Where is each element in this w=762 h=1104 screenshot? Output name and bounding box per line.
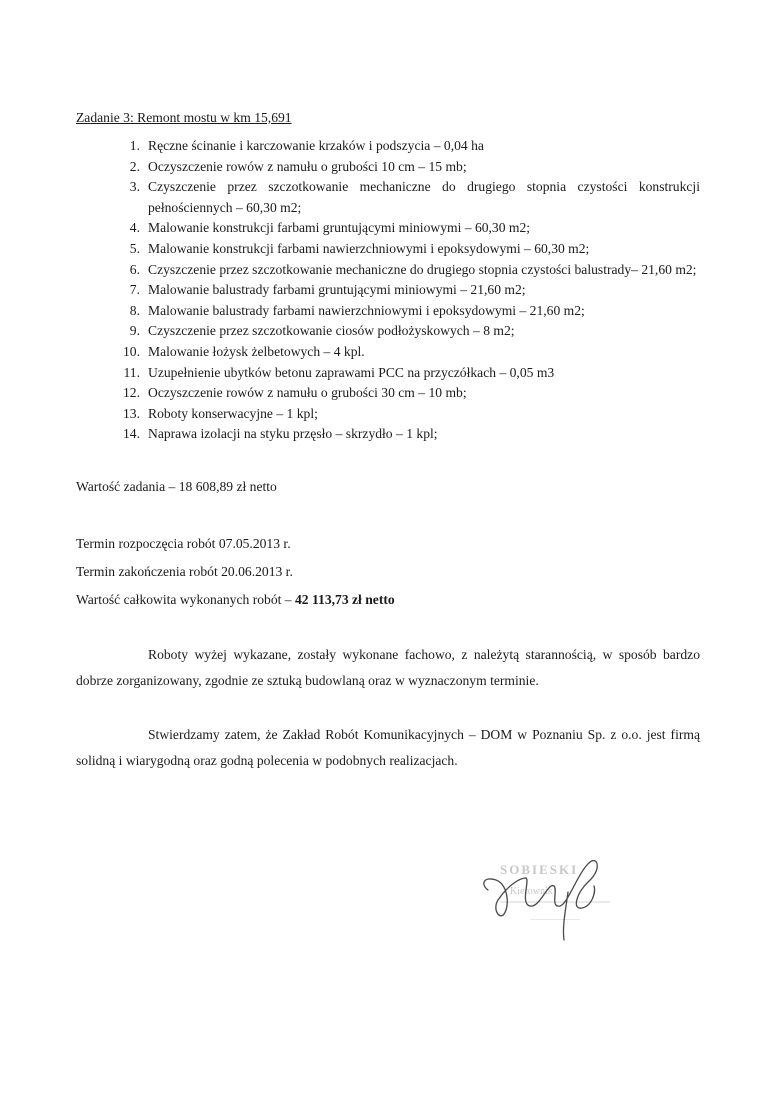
item-number: 3. <box>129 179 140 195</box>
task-item <box>0 239 762 260</box>
item-text: Czyszczenie przez szczotkowanie mechaniczne do drugiego stopnia czystości balustrady– 21,60 m2; <box>148 261 697 277</box>
item-number: 13. <box>123 405 140 421</box>
item-number: 7. <box>129 282 140 298</box>
item-number: 11. <box>123 364 140 380</box>
start-date-line: Termin rozpoczęcia robót 07.05.2013 r. <box>76 536 291 551</box>
item-number: 10. <box>123 343 140 359</box>
task-item <box>0 136 762 157</box>
item-number: 8. <box>129 302 140 318</box>
item-number: 1. <box>129 138 140 153</box>
end-date-line: Termin zakończenia robót 20.06.2013 r. <box>76 564 293 579</box>
item-text: Czyszczenie przez szczotkowanie mechaniczne do drugiego stopnia czystości konstrukcji pełnościennych – 60,30 m2; <box>148 179 700 215</box>
signature-stamp <box>470 848 640 948</box>
task-value: Wartość zadania – 18 608,89 zł netto <box>76 479 277 494</box>
task-item <box>0 177 762 218</box>
item-number: 4. <box>129 220 140 236</box>
item-text: Ręczne ścinanie i karczowanie krzaków i podszycia – 0,04 ha <box>148 138 484 153</box>
task-list <box>0 136 762 445</box>
stamp-text-line: ......................... <box>530 913 580 922</box>
item-number: 5. <box>129 240 140 256</box>
item-text: Malowanie balustrady farbami nawierzchniowymi i epoksydowymi – 21,60 m2; <box>148 302 585 318</box>
task-item <box>0 157 762 178</box>
total-value-label: Wartość całkowita wykonanych robót – <box>76 592 295 607</box>
task-item <box>0 363 762 384</box>
task-item <box>0 321 762 342</box>
task-item <box>0 260 762 281</box>
item-number: 14. <box>123 426 140 442</box>
item-text: Roboty konserwacyjne – 1 kpl; <box>148 405 318 421</box>
recommendation-paragraph-text: Stwierdzamy zatem, że Zakład Robót Komunikacyjnych – DOM w Poznaniu Sp. z o.o. jest firmą solidną i wiarygodną oraz godną polecenia w podobnych realizacjach. <box>76 727 700 769</box>
task-item <box>0 404 762 425</box>
item-text: Oczyszczenie rowów z namułu o grubości 30 cm – 10 mb; <box>148 385 467 401</box>
item-text: Czyszczenie przez szczotkowanie ciosów podłożyskowych – 8 m2; <box>148 323 515 339</box>
item-number: 2. <box>129 158 140 174</box>
item-text: Malowanie konstrukcji farbami gruntującymi miniowymi – 60,30 m2; <box>148 220 531 236</box>
item-text: Uzupełnienie ubytków betonu zaprawami PCC na przyczółkach – 0,05 m3 <box>148 364 555 380</box>
item-text: Oczyszczenie rowów z namułu o grubości 10 cm – 15 mb; <box>148 158 467 174</box>
recommendation-paragraph <box>76 722 700 775</box>
stamp-text-line: SOBIESKI <box>500 862 579 877</box>
item-number: 12. <box>123 385 140 401</box>
task-item <box>0 301 762 322</box>
total-value-amount: 42 113,73 zł netto <box>295 592 395 607</box>
total-value-line <box>76 592 395 608</box>
task-item <box>0 424 762 445</box>
stamp-text-line: Kierownik <box>510 886 553 897</box>
task-item <box>0 342 762 363</box>
item-text: Malowanie łożysk żelbetowych – 4 kpl. <box>148 343 365 359</box>
item-number: 9. <box>129 323 140 339</box>
item-text: Naprawa izolacji na styku przęsło – skrzydło – 1 kpl; <box>148 426 438 442</box>
item-text: Malowanie balustrady farbami gruntującymi miniowymi – 21,60 m2; <box>148 282 526 298</box>
task-item <box>0 280 762 301</box>
quality-paragraph-text: Roboty wyżej wykazane, zostały wykonane fachowo, z należytą starannością, w sposób bardzo dobrze zorganizowany, zgodnie ze sztuką budowlaną oraz w wyznaczonym terminie. <box>76 647 700 689</box>
task-item <box>0 218 762 239</box>
task-item <box>0 383 762 404</box>
task-title: Zadanie 3: Remont mostu w km 15,691 <box>76 110 292 125</box>
item-number: 6. <box>129 261 140 277</box>
quality-paragraph <box>76 642 700 695</box>
item-text: Malowanie konstrukcji farbami nawierzchniowymi i epoksydowymi – 60,30 m2; <box>148 240 590 256</box>
